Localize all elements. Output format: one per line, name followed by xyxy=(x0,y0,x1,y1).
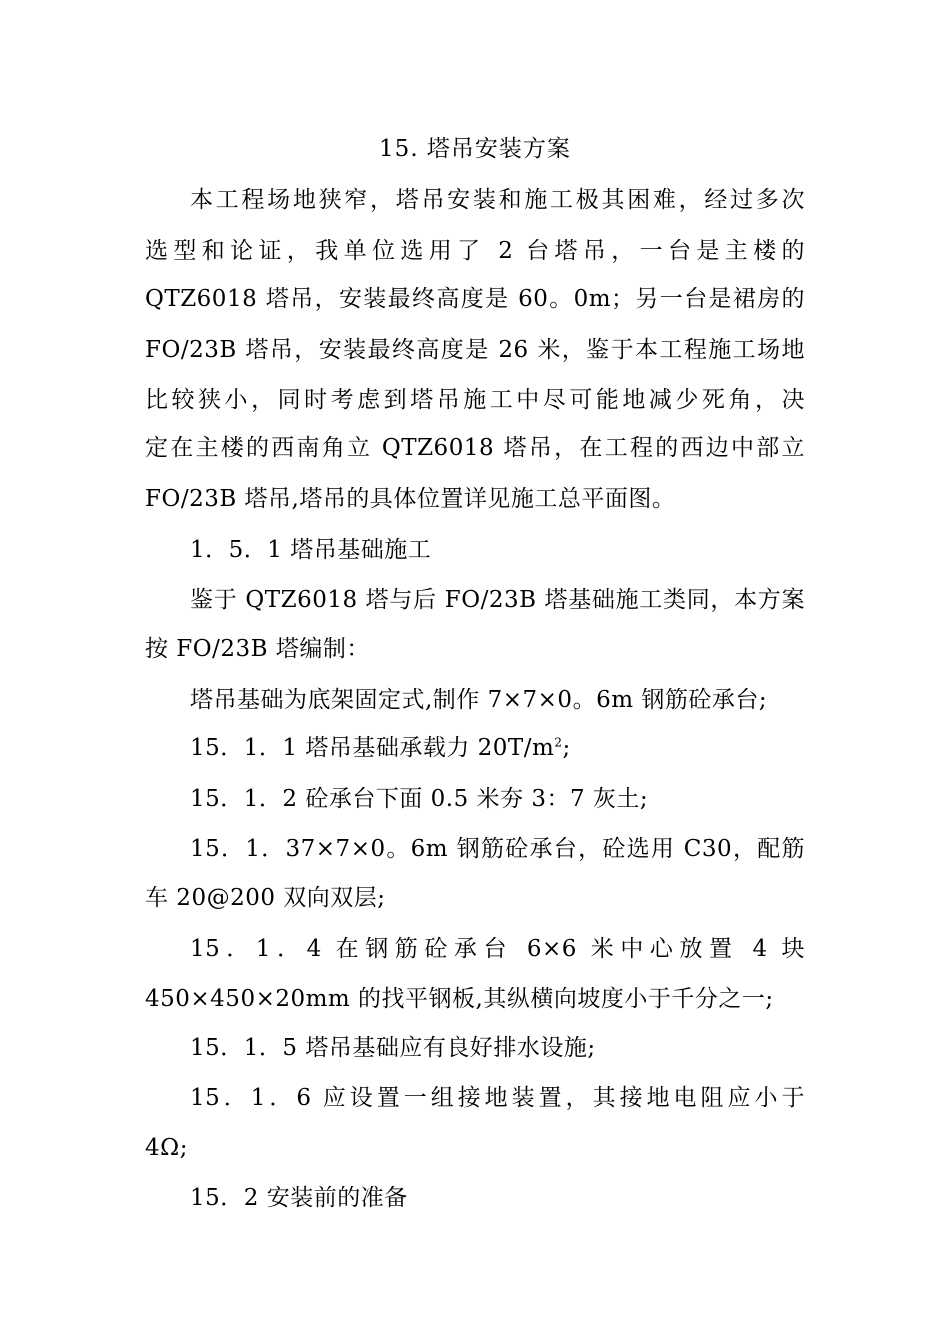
paragraph-line: 塔吊基础为底架固定式,制作 7×7×0。6m 钢筋砼承台; xyxy=(190,687,768,713)
list-item-end: ; xyxy=(562,735,571,761)
list-item: 15．1．4 在钢筋砼承台 6×6 米中心放置 4 块 xyxy=(190,936,805,962)
superscript: 2 xyxy=(554,735,563,750)
paragraph-line: 鉴于 QTZ6018 塔与后 FO/23B 塔基础施工类同，本方案 xyxy=(190,587,805,613)
paragraph-line: 选型和论证，我单位选用了 2 台塔吊，一台是主楼的 xyxy=(145,238,805,264)
section-heading: 15．2 安装前的准备 xyxy=(190,1185,408,1211)
paragraph-line: FO/23B 塔吊,塔吊的具体位置详见施工总平面图。 xyxy=(145,486,676,512)
paragraph-line: 车 20@200 双向双层; xyxy=(145,885,386,911)
paragraph-line: QTZ6018 塔吊，安装最终高度是 60。0m；另一台是裙房的 xyxy=(145,286,805,312)
paragraph-line: 4Ω; xyxy=(145,1135,188,1161)
list-item: 15．1．6 应设置一组接地装置，其接地电阻应小于 xyxy=(190,1085,805,1111)
paragraph-line: 定在主楼的西南角立 QTZ6018 塔吊，在工程的西边中部立 xyxy=(145,435,805,461)
list-item xyxy=(190,728,805,768)
section-title: 15. 塔吊安装方案 xyxy=(379,136,571,162)
paragraph-line: 按 FO/23B 塔编制： xyxy=(145,636,370,662)
list-item: 15．1．5 塔吊基础应有良好排水设施; xyxy=(190,1035,596,1061)
list-item: 15．1．37×7×0。6m 钢筋砼承台，砼选用 C30，配筋 xyxy=(190,836,805,862)
list-item-text: 15．1．1 塔吊基础承载力 20T/m xyxy=(190,735,555,761)
paragraph-line: 本工程场地狭窄，塔吊安装和施工极其困难，经过多次 xyxy=(190,187,805,213)
paragraph-line: 比较狭小，同时考虑到塔吊施工中尽可能地减少死角，决 xyxy=(145,387,805,413)
subsection-heading: 1．5．1 塔吊基础施工 xyxy=(190,537,432,563)
paragraph-line: FO/23B 塔吊，安装最终高度是 26 米，鉴于本工程施工场地 xyxy=(145,337,805,363)
paragraph-line: 450×450×20mm 的找平钢板,其纵横向坡度小于千分之一; xyxy=(145,986,774,1012)
list-item: 15．1．2 砼承台下面 0.5 米夯 3：7 灰土; xyxy=(190,786,649,812)
